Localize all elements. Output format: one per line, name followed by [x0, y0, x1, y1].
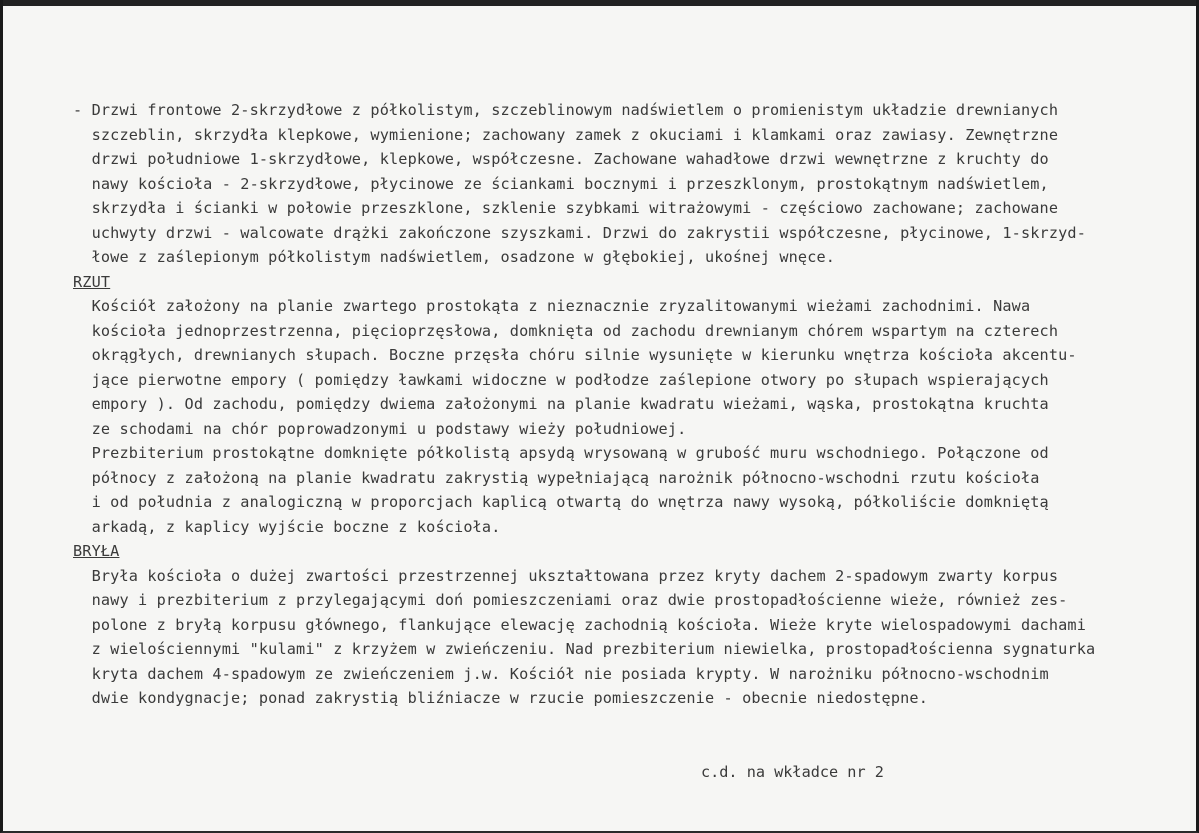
heading-bryla: BRYŁA: [73, 542, 120, 560]
document-body: [73, 98, 1183, 711]
text-line: kościoła jednoprzestrzenna, pięcioprzęsłowa, domknięta od zachodu drewnianym chórem wspartym na czterech: [73, 321, 1059, 340]
text-line: Kościół założony na planie zwartego prostokąta z nieznacznie zryzalitowanymi wieżami zachodnimi. Nawa: [73, 297, 1031, 315]
paragraph-rzut: [73, 294, 1183, 539]
heading-rzut: RZUT: [73, 272, 111, 291]
text-line: - Drzwi frontowe 2-skrzydłowe z półkolistym, szczeblinowym nadświetlem o promienistym układzie drewnianych: [73, 101, 1059, 119]
text-line: skrzydła i ścianki w połowie przeszklone, szklenie szybkami witrażowymi - częściowo zachowane; zachowane: [73, 199, 1059, 217]
text-line: arkadą, z kaplicy wyjście boczne z kościoła.: [73, 517, 501, 536]
text-line: szczeblin, skrzydła klepkowe, wymienione; zachowany zamek z okuciami i klamkami oraz zawiasy. Zewnętrzne: [73, 125, 1059, 144]
paragraph-doors: [73, 98, 1183, 270]
text-line: łowe z zaślepionym półkolistym nadświetlem, osadzone w głębokiej, ukośnej wnęce.: [73, 248, 836, 266]
text-line: polone z bryłą korpusu głównego, flankujące elewację zachodnią kościoła. Wieże kryte wielospadowymi dachami: [73, 615, 1087, 634]
text-line: kryta dachem 4-spadowym ze zwieńczeniem j.w. Kościół nie posiada krypty. W narożniku północno-wschodnim: [73, 664, 1049, 683]
text-line: z wielościennymi "kulami" z krzyżem w zwieńczeniu. Nad prezbiterium niewielka, prostopadłościenna sygnaturka: [73, 640, 1096, 658]
top-edge: [3, 0, 1196, 6]
text-line: nawy kościoła - 2-skrzydłowe, płycinowe ze ściankami bocznymi i przeszklonym, prostokątnym nadświetlem,: [73, 174, 1049, 193]
text-line: okrągłych, drewnianych słupach. Boczne przęsła chóru silnie wysunięte w kierunku wnętrza kościoła akcentu-: [73, 346, 1077, 364]
text-line: nawy i prezbiterium z przylegającymi doń pomieszczeniami oraz dwie prostopadłościenne wieże, również zes-: [73, 591, 1068, 609]
text-line: i od południa z analogiczną w proporcjach kaplicą otwartą do wnętrza nawy wysoką, półkoliście domkniętą: [73, 493, 1049, 511]
text-line: jące pierwotne empory ( pomiędzy ławkami widoczne w podłodze zaślepione otwory po słupach wspierających: [73, 370, 1049, 389]
paragraph-bryla: [73, 564, 1183, 711]
text-line: uchwyty drzwi - walcowate drążki zakończone szyszkami. Drzwi do zakrystii współczesne, płycinowe, 1-skrzyd-: [73, 223, 1087, 242]
text-line: Bryła kościoła o dużej zwartości przestrzennej ukształtowana przez kryty dachem 2-spadowym zwarty korpus: [73, 566, 1059, 585]
text-line: drzwi południowe 1-skrzydłowe, klepkowe, współczesne. Zachowane wahadłowe drzwi wewnętrzne z kruchty do: [73, 150, 1049, 168]
continuation-note: c.d. na wkładce nr 2: [701, 763, 884, 781]
text-line: ze schodami na chór poprowadzonymi u podstawy wieży południowej.: [73, 419, 687, 438]
text-line: Prezbiterium prostokątne domknięte półkolistą apsydą wrysowaną w grubość muru wschodniego. Połączone od: [73, 444, 1049, 462]
text-line: dwie kondygnacje; ponad zakrystią bliźniacze w rzucie pomieszczenie - obecnie niedostępne.: [73, 689, 929, 707]
text-line: empory ). Od zachodu, pomiędzy dwiema założonymi na planie kwadratu wieżami, wąska, prostokątna kruchta: [73, 395, 1049, 413]
text-line: północy z założoną na planie kwadratu zakrystią wypełniającą narożnik północno-wschodni rzutu kościoła: [73, 468, 1040, 487]
